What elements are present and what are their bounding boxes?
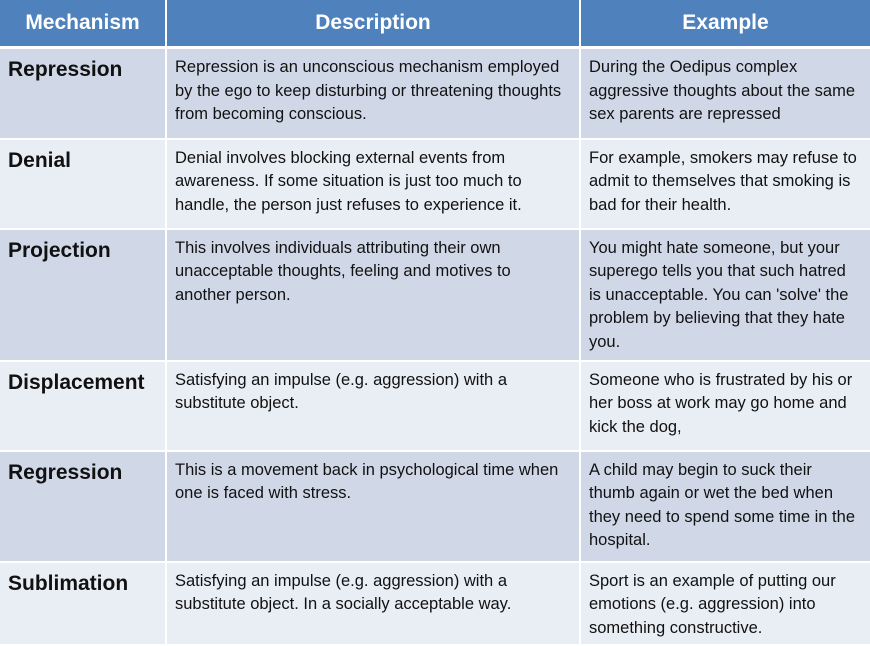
table-row [0, 48, 870, 139]
description-cell: Repression is an unconscious mechanism employed by the ego to keep disturbing or threatening thoughts from becoming conscious. [166, 48, 580, 139]
mechanism-cell: Sublimation [0, 562, 166, 646]
description-cell: This is a movement back in psychological time when one is faced with stress. [166, 451, 580, 562]
header-example: Example [580, 0, 870, 48]
example-cell: During the Oedipus complex aggressive thoughts about the same sex parents are repressed [580, 48, 870, 139]
example-cell: Someone who is frustrated by his or her boss at work may go home and kick the dog, [580, 361, 870, 451]
description-cell: Satisfying an impulse (e.g. aggression) with a substitute object. [166, 361, 580, 451]
description-cell: Denial involves blocking external events from awareness. If some situation is just too much to handle, the person just refuses to experience it. [166, 139, 580, 229]
header-mechanism: Mechanism [0, 0, 166, 48]
example-cell: For example, smokers may refuse to admit to themselves that smoking is bad for their health. [580, 139, 870, 229]
example-cell: Sport is an example of putting our emotions (e.g. aggression) into something constructive. [580, 562, 870, 646]
header-row [0, 0, 870, 48]
example-cell: You might hate someone, but your superego tells you that such hatred is unacceptable. You can 'solve' the problem by believing that they hate you. [580, 229, 870, 361]
mechanism-cell: Repression [0, 48, 166, 139]
description-cell: This involves individuals attributing their own unacceptable thoughts, feeling and motives to another person. [166, 229, 580, 361]
table-row [0, 451, 870, 562]
table-row [0, 361, 870, 451]
table-row [0, 229, 870, 361]
table-row [0, 139, 870, 229]
mechanism-cell: Regression [0, 451, 166, 562]
example-cell: A child may begin to suck their thumb again or wet the bed when they need to spend some time in the hospital. [580, 451, 870, 562]
mechanism-cell: Projection [0, 229, 166, 361]
mechanism-cell: Denial [0, 139, 166, 229]
header-description: Description [166, 0, 580, 48]
table-row [0, 562, 870, 646]
mechanism-cell: Displacement [0, 361, 166, 451]
description-cell: Satisfying an impulse (e.g. aggression) with a substitute object. In a socially acceptable way. [166, 562, 580, 646]
